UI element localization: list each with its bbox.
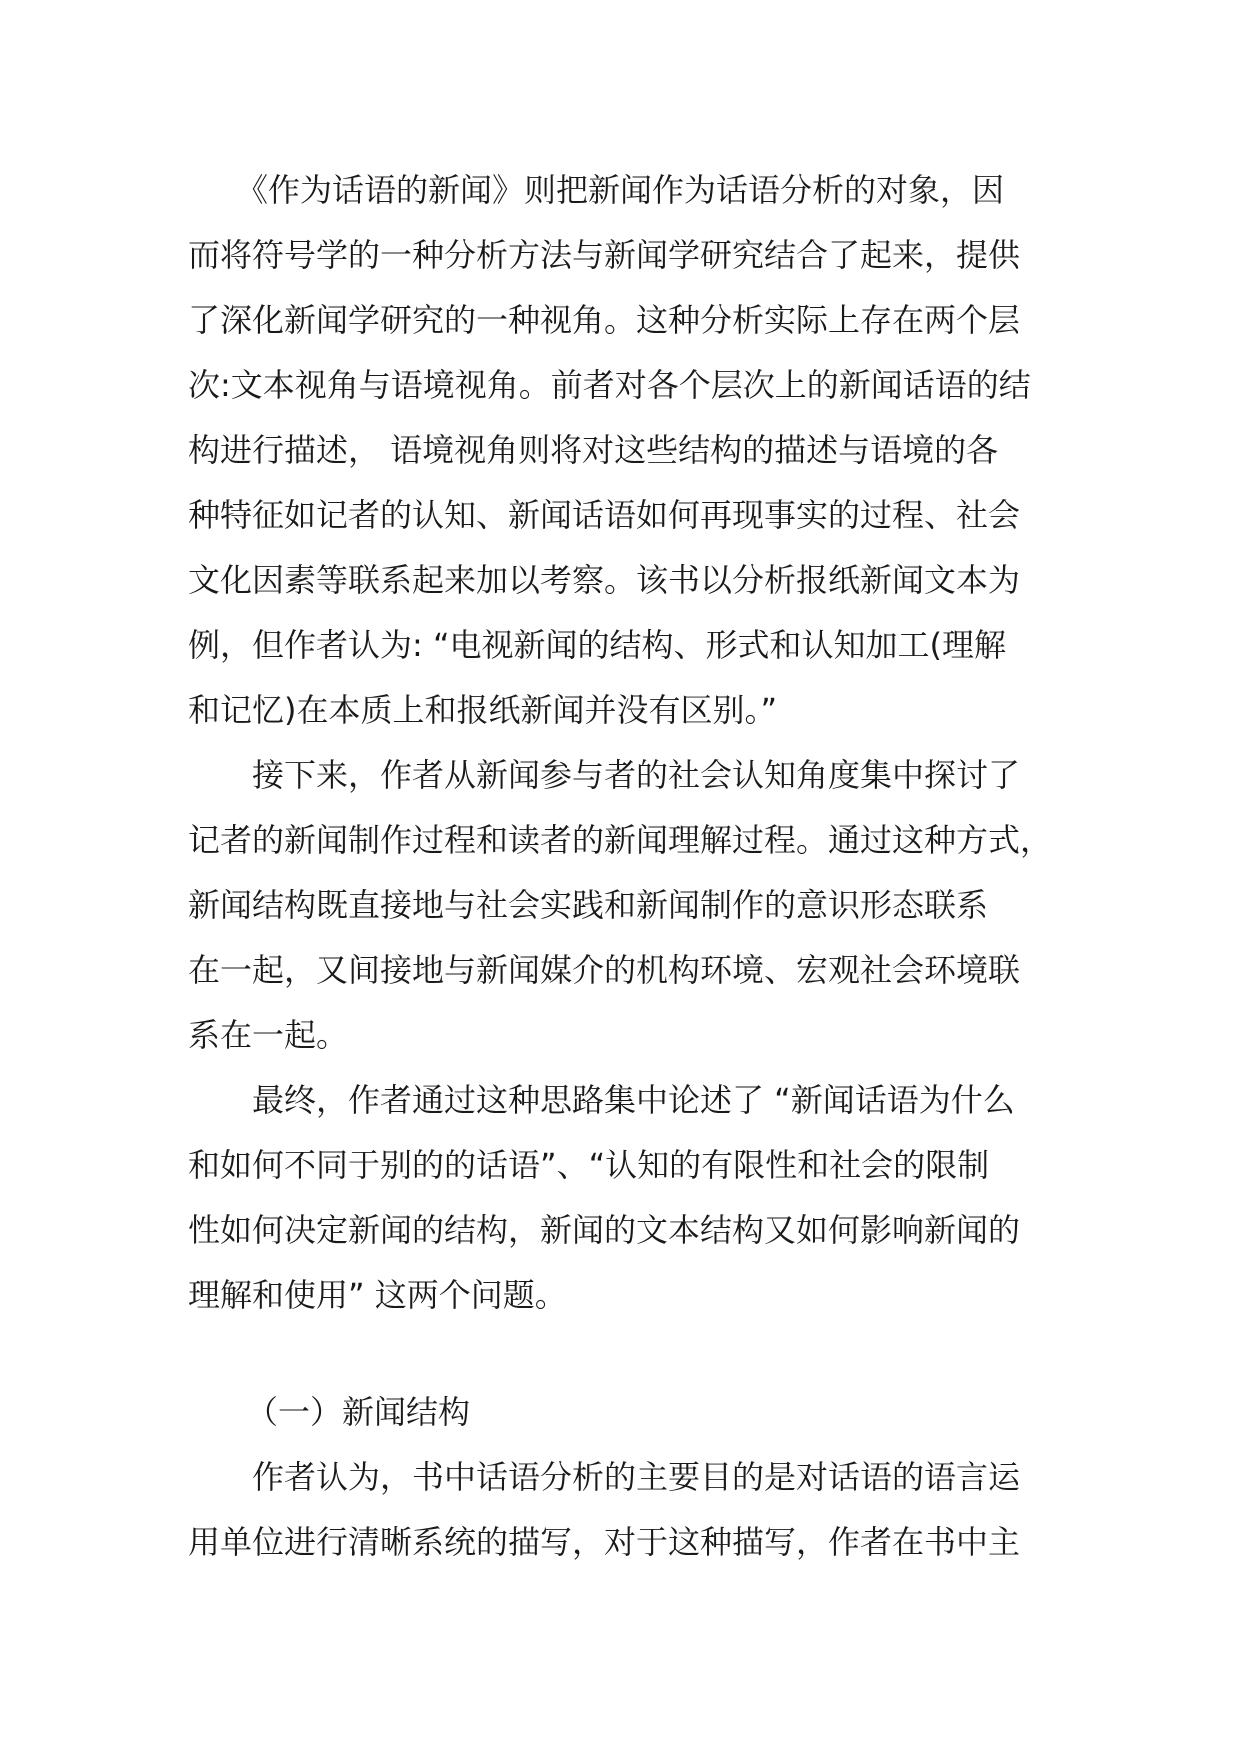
text-line: 种特征如记者的认知、新闻话语如何再现事实的过程、社会 <box>188 496 1021 534</box>
text-line: 接下来，作者从新闻参与者的社会认知角度集中探讨了 <box>188 756 1021 794</box>
text-line: 和如何不同于别的的话语”、“认知的有限性和社会的限制 <box>188 1146 990 1184</box>
text-line: 系在一起。 <box>188 1016 349 1054</box>
text-line: 记者的新闻制作过程和读者的新闻理解过程。通过这种方式， <box>188 821 1053 859</box>
text-line: 和记忆)在本质上和报纸新闻并没有区别。” <box>188 691 778 729</box>
text-line: 用单位进行清晰系统的描写，对于这种描写，作者在书中主 <box>188 1523 1021 1561</box>
text-line: 了深化新闻学研究的一种视角。这种分析实际上存在两个层 <box>188 301 1021 339</box>
text-line: 而将符号学的一种分析方法与新闻学研究结合了起来，提供 <box>188 236 1021 274</box>
text-line: 在一起，又间接地与新闻媒介的机构环境、宏观社会环境联 <box>188 951 1021 989</box>
paragraph-1 <box>188 158 1054 743</box>
text-line: 性如何决定新闻的结构，新闻的文本结构又如何影响新闻的 <box>188 1211 1021 1249</box>
text-line: 作者认为，书中话语分析的主要目的是对话语的语言运 <box>188 1458 1021 1496</box>
text-line: 理解和使用” 这两个问题。 <box>188 1276 567 1314</box>
text-line: 新闻结构既直接地与社会实践和新闻制作的意识形态联系 <box>188 886 989 924</box>
text-line: 次:文本视角与语境视角。前者对各个层次上的新闻话语的结 <box>188 366 1031 404</box>
text-line: 最终，作者通过这种思路集中论述了 “新闻话语为什么 <box>188 1081 1015 1119</box>
text-line: 文化因素等联系起来加以考察。该书以分析报纸新闻文本为 <box>188 561 1021 599</box>
text-line: 构进行描述， 语境视角则将对这些结构的描述与语境的各 <box>188 431 999 469</box>
paragraph-3 <box>188 1068 1054 1328</box>
text-line: 《作为话语的新闻》则把新闻作为话语分析的对象，因 <box>188 171 1005 209</box>
paragraph-4 <box>188 1445 1054 1575</box>
document-page <box>188 158 1054 1575</box>
text-line: 例，但作者认为: “电视新闻的结构、形式和认知加工(理解 <box>188 626 1007 664</box>
section-spacer <box>188 1328 1054 1380</box>
paragraph-2 <box>188 743 1054 1068</box>
section-heading: （一）新闻结构 <box>246 1393 471 1431</box>
